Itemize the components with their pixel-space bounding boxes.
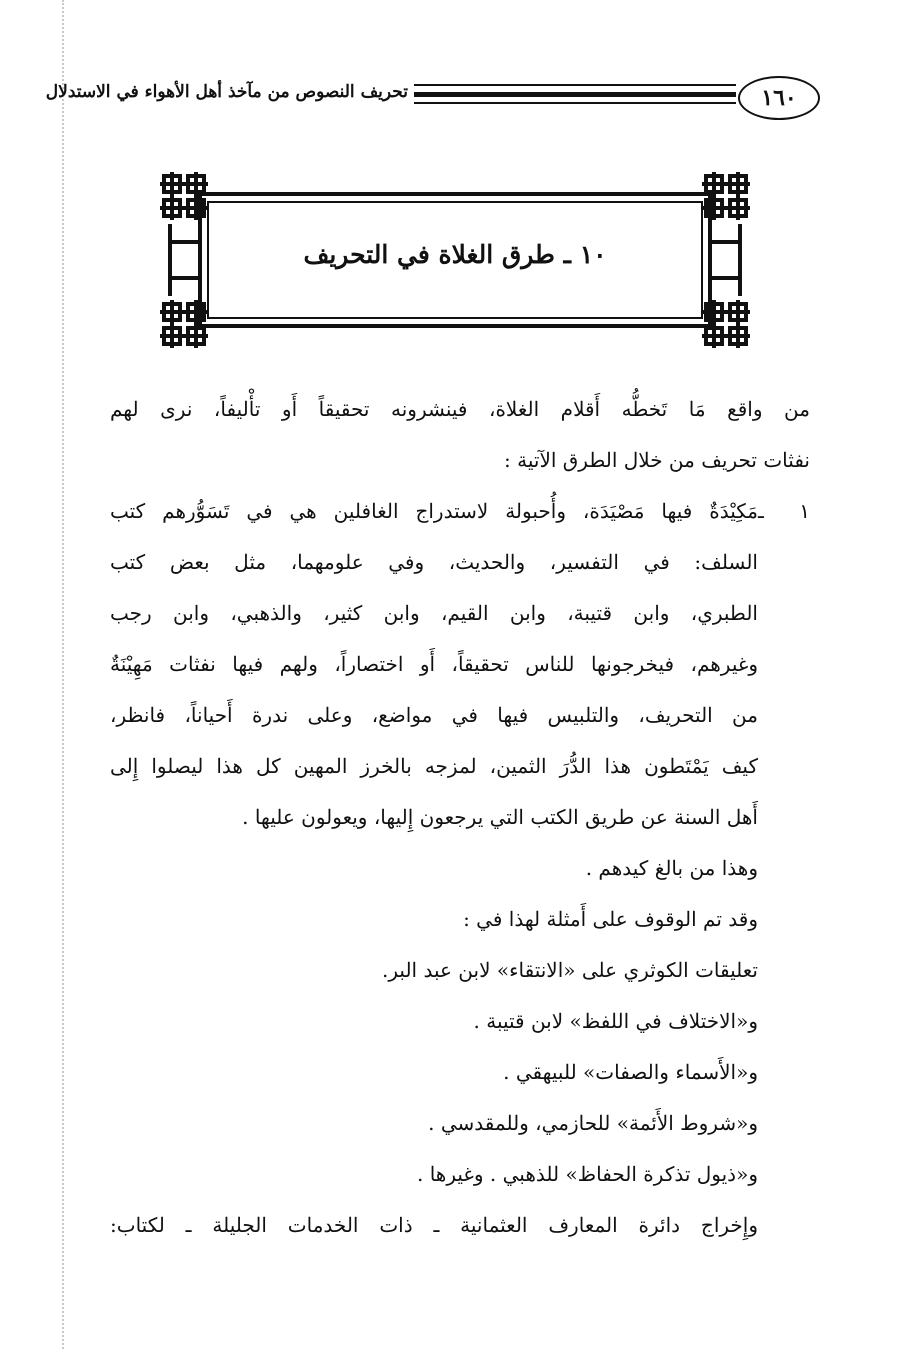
text-line: و«ذيول تذكرة الحفاظ» للذهبي . وغيرها . xyxy=(417,1162,758,1186)
section-title-frame xyxy=(160,172,750,348)
text-line: من التحريف، والتلبيس فيها في مواضع، وعلى ندرة أَحياناً، فانظر، xyxy=(110,703,758,727)
text-line: السلف: في التفسير، والحديث، وفي علومهما، مثل بعض كتب xyxy=(110,550,758,574)
section-title: ١٠ ـ طرق الغلاة في التحريف xyxy=(303,240,607,269)
margin-guide xyxy=(62,0,64,1349)
text-line: من واقع مَا تَخطُّه أَقلام الغلاة، فينشرونه تحقيقاً أَو تأْليفاً، نرى لهم xyxy=(110,397,810,421)
text-line: وإِخراج دائرة المعارف العثمانية ـ ذات الخدمات الجليلة ـ لكتاب: xyxy=(110,1213,758,1237)
body-text xyxy=(110,384,810,1251)
running-title: تحريف النصوص من مآخذ أهل الأهواء في الاستدلال xyxy=(45,82,408,102)
text-line: و«الأَسماء والصفات» للبيهقي . xyxy=(503,1060,758,1084)
text-line: وقد تم الوقوف على أَمثلة لهذا في : xyxy=(463,907,758,931)
page-number: ١٦٠ xyxy=(761,85,797,111)
running-header xyxy=(45,70,820,122)
text-line: أَهل السنة عن طريق الكتب التي يرجعون إِليها، ويعولون عليها . xyxy=(242,805,758,829)
text-line: وهذا من بالغ كيدهم . xyxy=(585,856,758,880)
text-line: نفثات تحريف من خلال الطرق الآتية : xyxy=(504,448,810,472)
header-rule xyxy=(414,84,736,104)
text-line: كيف يَمْتَطون هذا الدُّرَ الثمين، لمزجه بالخرز المهين كل هذا ليصلوا إِلى xyxy=(110,754,758,778)
page-number-badge xyxy=(738,76,820,120)
text-line: مَكِيْدَةٌ فيها مَصْيَدَة، وأُحبولة لاستدراج الغافلين هي في تَسَوُّرهم كتب xyxy=(110,499,759,523)
text-line: و«شروط الأَئمة» للحازمي، وللمقدسي . xyxy=(428,1111,758,1135)
text-line: و«الاختلاف في اللفظ» لابن قتيبة . xyxy=(473,1009,758,1033)
text-line: تعليقات الكوثري على «الانتقاء» لابن عبد البر. xyxy=(382,958,758,982)
list-item-first-line xyxy=(110,486,810,537)
list-item-number: ١ ـ xyxy=(758,499,810,523)
text-line: وغيرهم، فيخرجونها للناس تحقيقاً، أَو اختصاراً، ولهم فيها نفثات مَهِيْنَةٌ xyxy=(110,652,758,676)
text-line: الطبري، وابن قتيبة، وابن القيم، وابن كثير، والذهبي، وابن رجب xyxy=(110,601,758,625)
